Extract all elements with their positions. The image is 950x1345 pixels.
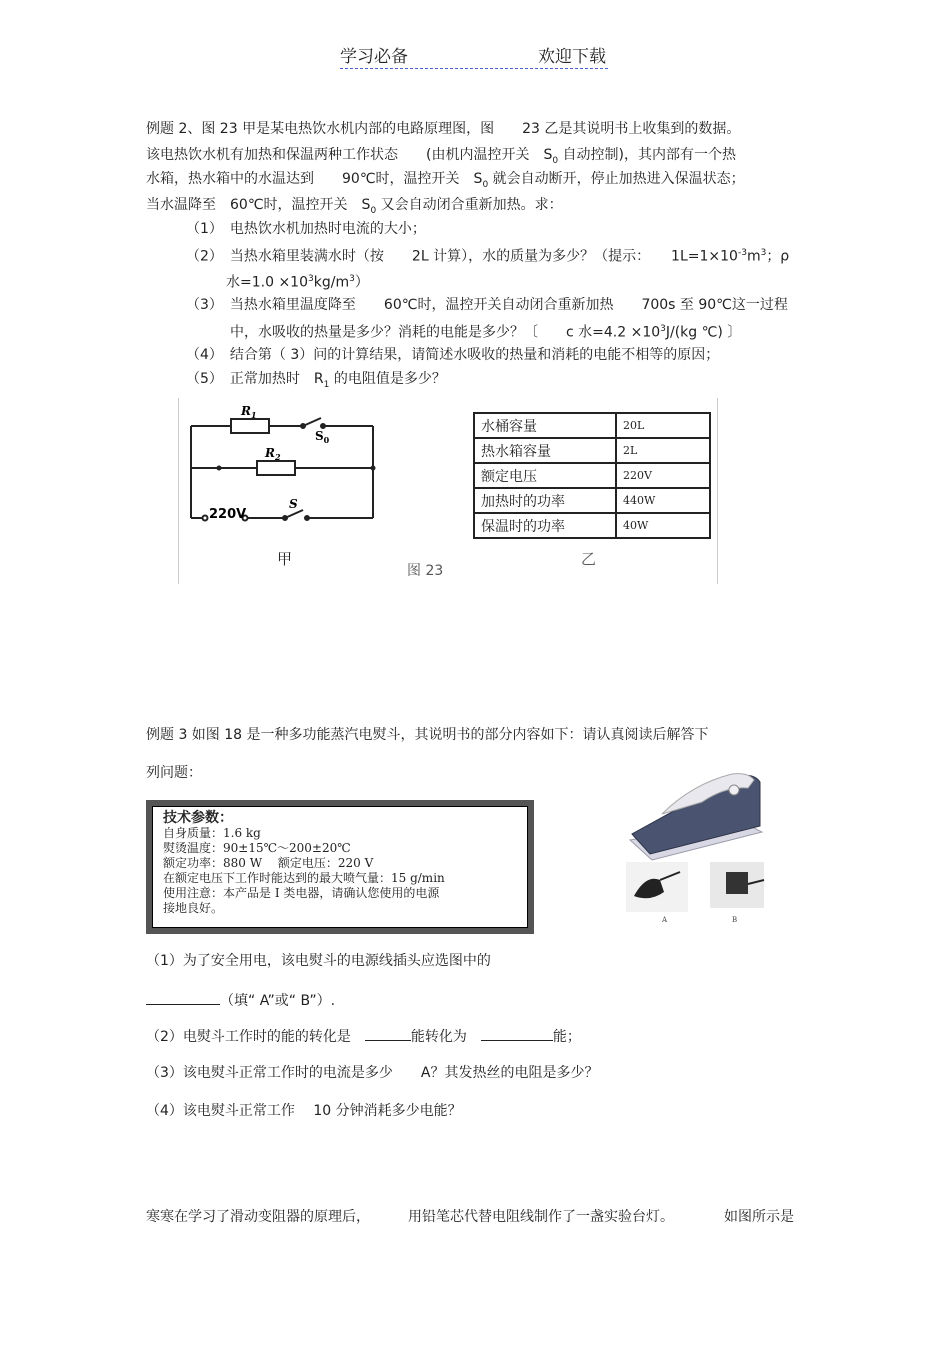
label-s0: $S_0$: [315, 429, 330, 445]
label-r2: $R_2$: [265, 446, 281, 462]
last-para-a: 寒寒在学习了滑动变阻器的原理后，: [146, 1209, 370, 1225]
table-row: 保温时的功率 40W: [474, 513, 710, 538]
ex2-q1: （1） 电热饮水机加热时电流的大小；: [186, 221, 426, 237]
tech-line: 在额定电压下工作时能达到的最大喷气量：15 g/min: [163, 871, 445, 885]
table-row: 热水箱容量 2L: [474, 438, 710, 463]
last-para-b: 用铅笔芯代替电阻线制作了一盏实验台灯。: [408, 1209, 674, 1225]
ex3-line1: 例题 3 如图 18 是一种多功能蒸汽电熨斗，其说明书的部分内容如下：请认真阅读后解答下: [146, 727, 709, 743]
ex3-line2: 列问题：: [146, 765, 202, 781]
tech-title: 技术参数：: [163, 810, 233, 826]
answer-blank[interactable]: [365, 1026, 411, 1041]
table-row: 加热时的功率 440W: [474, 488, 710, 513]
steam-iron-image: [622, 762, 772, 924]
ex2-q3b: 中，水吸收的热量是多少？消耗的电能是多少？〔 c 水$=4.2 \times 10^3J/(kg$ ℃) 〕: [230, 324, 742, 341]
ex2-q5: （5） 正常加热时 $R_1$ 的电阻值是多少？: [186, 371, 446, 390]
ex2-line4: 当水温降至 60℃时，温控开关 $S_0$ 又会自动闭合重新加热。求：: [146, 197, 563, 216]
plug-b-label: B: [732, 916, 738, 924]
last-para-c: 如图所示是: [724, 1209, 794, 1225]
table-row: 额定电压 220V: [474, 463, 710, 488]
ex3-q1b: （填“ A”或“ B”）.: [146, 990, 335, 1010]
tech-line: 熨烫温度：90±15℃～200±20℃: [163, 841, 351, 855]
label-s: S: [289, 497, 298, 511]
label-yi: 乙: [581, 550, 597, 568]
ex3-q4: （4）该电熨斗正常工作 10 分钟消耗多少电能？: [146, 1103, 462, 1119]
ex2-q3a: （3） 当热水箱里温度降至 60℃时，温控开关自动闭合重新加热 700s 至 90℃这一过程: [186, 297, 788, 313]
tech-line: 额定功率：880 W 额定电压：220 V: [163, 856, 374, 870]
figure-caption: 图 23: [407, 563, 444, 579]
answer-blank[interactable]: [146, 990, 220, 1005]
ex3-q2: （2）电熨斗工作时的能的转化是 能转化为 能；: [146, 1026, 581, 1046]
ex2-q2a: （2） 当热水箱里装满水时（按 2L 计算），水的质量为多少？（提示： $1L=1\times 10^{-3}m^3$；ρ: [186, 248, 790, 265]
ex2-line3: 水箱，热水箱中的水温达到 90℃时，温控开关 $S_0$ 就会自动断开，停止加热进入保温状态；: [146, 171, 745, 190]
tech-params-box: [146, 800, 534, 934]
tech-line: 接地良好。: [163, 901, 224, 915]
ex3-q1a: （1）为了安全用电，该电熨斗的电源线插头应选图中的: [146, 953, 491, 969]
ex2-q4: （4） 结合第（ 3）问的计算结果，请简述水吸收的热量和消耗的电能不相等的原因；: [186, 347, 720, 363]
ex3-q3: （3）该电熨斗正常工作时的电流是多少 A？其发热丝的电阻是多少？: [146, 1065, 599, 1081]
ex2-line1: 例题 2、图 23 甲是某电热饮水机内部的电路原理图，图 23 乙是其说明书上收集到的数据。: [146, 121, 741, 137]
header-left: 学习必备: [340, 47, 408, 67]
circuit-diagram: [179, 398, 469, 548]
ex2-line2: 该电热饮水机有加热和保温两种工作状态 (由机内温控开关 $S_0$ 自动控制)，其内部有一个热: [146, 147, 737, 166]
label-jia: 甲: [277, 550, 293, 568]
table-row: 水桶容量 20L: [474, 413, 710, 438]
answer-blank[interactable]: [481, 1026, 553, 1041]
plug-a-label: A: [662, 916, 668, 924]
page-header: [340, 42, 608, 69]
tech-line: 自身质量：1.6 kg: [163, 826, 261, 840]
figure-23: [178, 398, 718, 584]
header-right: 欢迎下载: [538, 47, 606, 67]
label-voltage: 220V: [209, 507, 247, 522]
ex2-q2b: 水$=1.0 \times 10^3kg/m^3$）: [226, 274, 369, 291]
label-r1: $R_1$: [241, 404, 257, 420]
spec-table: [473, 412, 711, 539]
tech-line: 使用注意：本产品是 I 类电器，请确认您使用的电源: [163, 886, 440, 900]
